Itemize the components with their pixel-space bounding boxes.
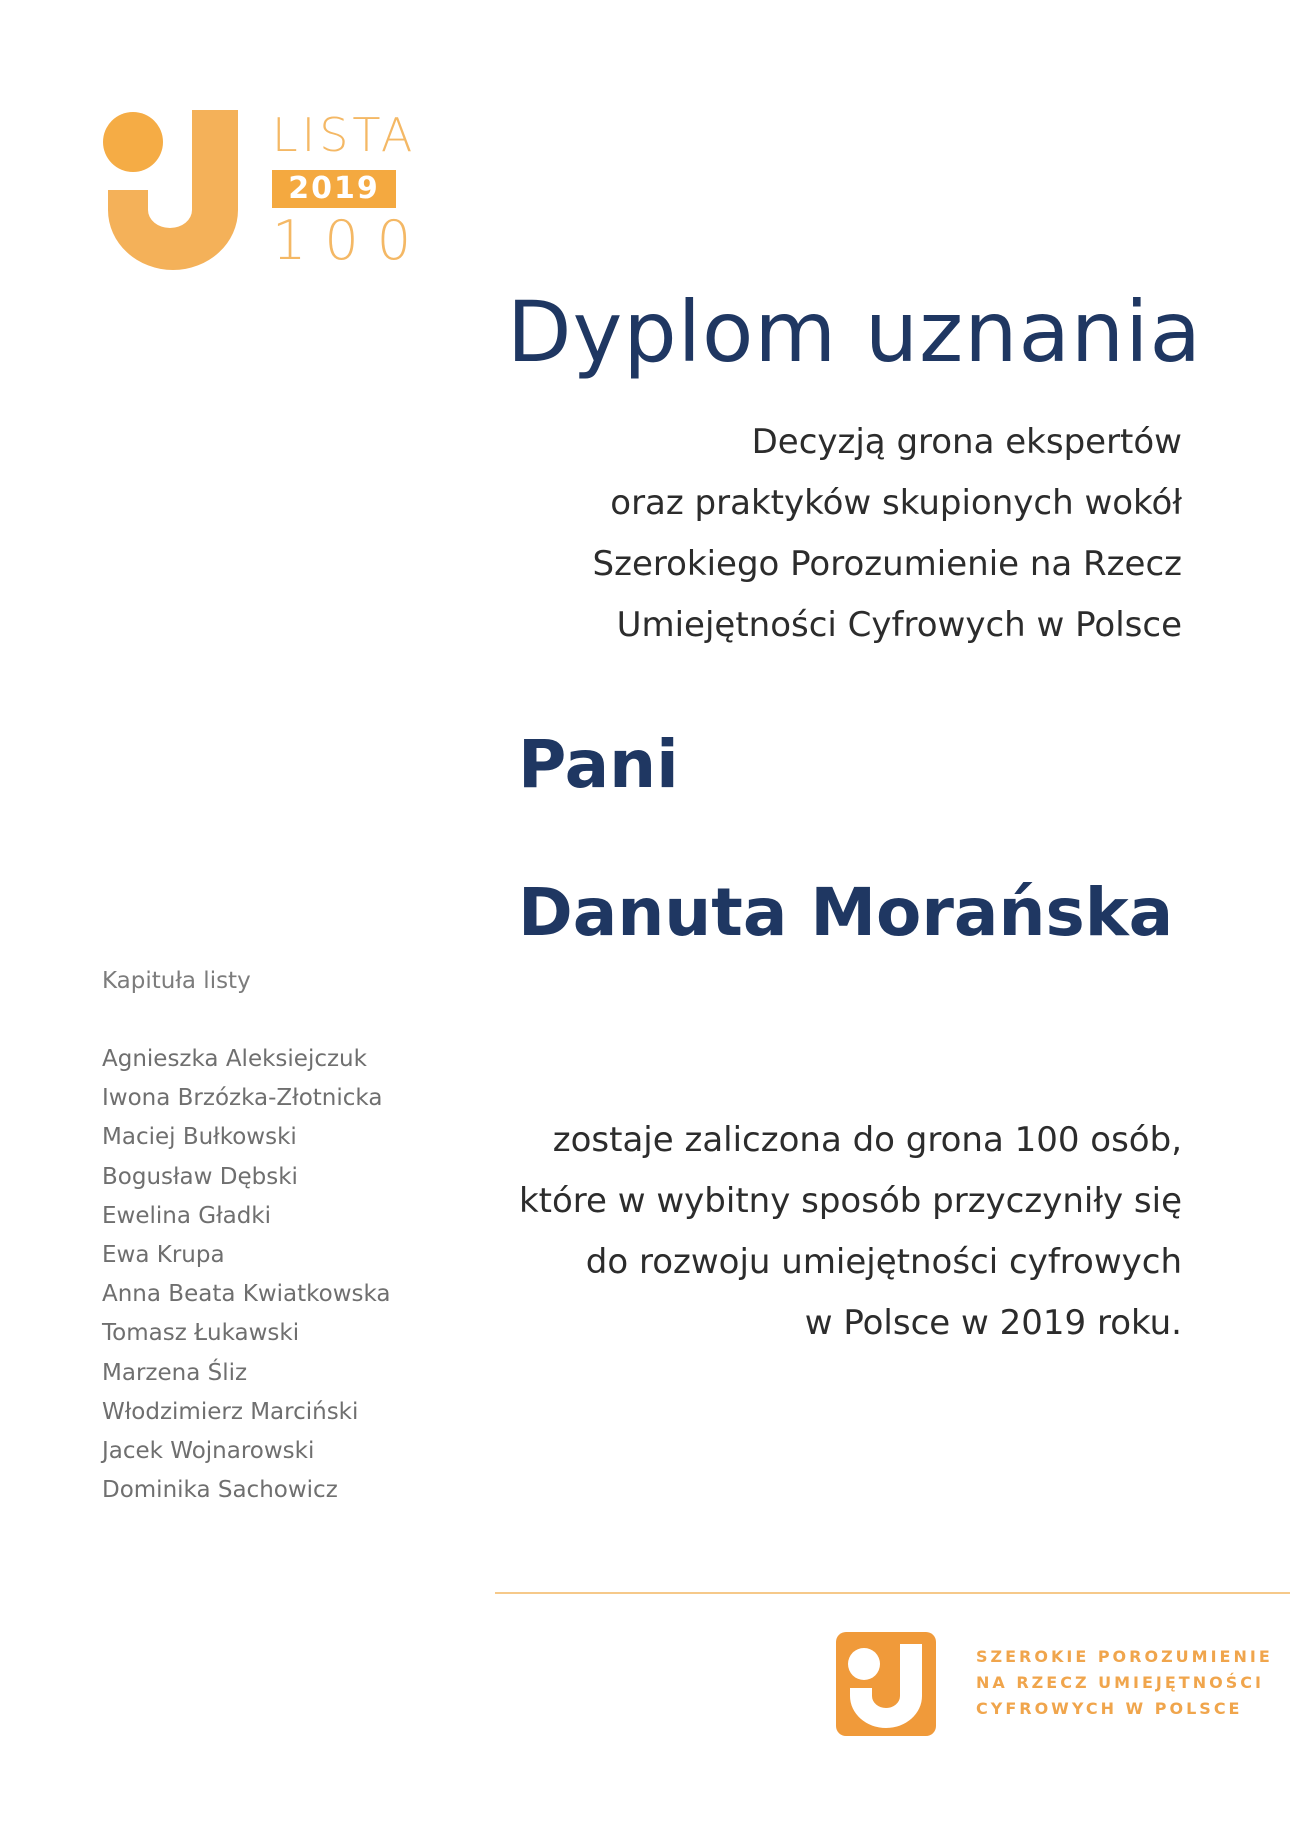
- jury-heading: Kapituła listy: [102, 968, 251, 994]
- organization-line: NA RZECZ UMIEJĘTNOŚCI: [976, 1673, 1264, 1692]
- jury-member: Tomasz Łukawski: [102, 1320, 300, 1347]
- recipient-name: Danuta Morańska: [518, 874, 1174, 951]
- jury-member: Iwona Brzózka-Złotnicka: [102, 1085, 383, 1112]
- closing-line: które w wybitny sposób przyczyniły się: [518, 1181, 1182, 1221]
- organization-emblem-icon: [836, 1632, 936, 1736]
- lista-2019-logo: [100, 108, 430, 272]
- honorific: Pani: [518, 726, 679, 803]
- closing-line: zostaje zaliczona do grona 100 osób,: [552, 1120, 1182, 1160]
- organization-line: SZEROKIE POROZUMIENIE: [976, 1647, 1273, 1666]
- jury-member: Bogusław Dębski: [102, 1163, 298, 1190]
- intro-text: [593, 412, 1182, 656]
- year-badge: 2019: [272, 170, 396, 208]
- hundred-number: 100: [272, 209, 430, 272]
- jury-member: Maciej Bułkowski: [102, 1124, 297, 1151]
- intro-line: Umiejętności Cyfrowych w Polsce: [616, 605, 1182, 645]
- jury-member: Anna Beata Kwiatkowska: [102, 1281, 391, 1308]
- document-title: Dyplom uznania: [506, 283, 1202, 381]
- closing-line: w Polsce w 2019 roku.: [804, 1303, 1182, 1343]
- jury-member: Włodzimierz Marciński: [102, 1398, 359, 1425]
- jury-member: Marzena Śliz: [102, 1359, 248, 1386]
- jury-member: Agnieszka Aleksiejczuk: [102, 1046, 367, 1072]
- jury-list: [102, 1040, 391, 1510]
- intro-line: oraz praktyków skupionych wokół: [610, 483, 1182, 523]
- lista-word: LISTA: [272, 108, 417, 162]
- jury-member: Ewa Krupa: [102, 1242, 225, 1269]
- jury-member: Dominika Sachowicz: [102, 1477, 338, 1504]
- organization-line: CYFROWYCH W POLSCE: [976, 1699, 1243, 1718]
- closing-line: do rozwoju umiejętności cyfrowych: [585, 1242, 1182, 1282]
- organization-name: [976, 1644, 1273, 1722]
- divider-line: [495, 1592, 1290, 1594]
- closing-text: [519, 1110, 1182, 1354]
- intro-line: Decyzją grona ekspertów: [751, 422, 1182, 462]
- jury-member: Jacek Wojnarowski: [102, 1438, 315, 1465]
- organization-logo: [836, 1630, 1276, 1740]
- u-emblem-icon: [100, 110, 250, 270]
- jury-member: Ewelina Gładki: [102, 1202, 272, 1229]
- intro-line: Szerokiego Porozumienie na Rzecz: [592, 544, 1182, 584]
